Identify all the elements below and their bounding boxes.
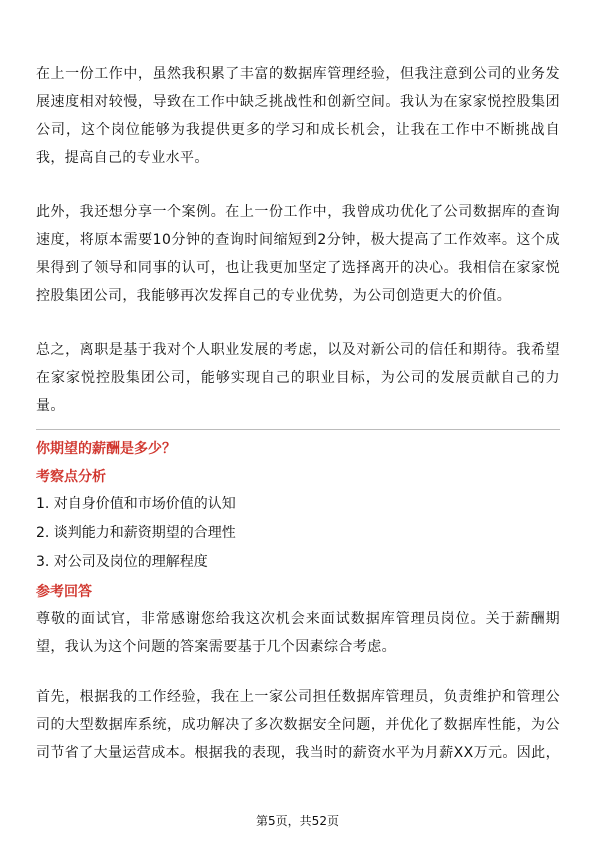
answer-heading: 参考回答	[36, 584, 92, 600]
paragraph-conclusion: 总之，离职是基于我对个人职业发展的考虑，以及对新公司的信任和期待。我希望在家家悦控股集团公司，能够实现自己的职业目标，为公司的发展贡献自己的力量。	[36, 342, 560, 414]
answer-paragraph: 尊敬的面试官，非常感谢您给我这次机会来面试数据库管理员岗位。关于薪酬期望，我认为这个问题的答案需要基于几个因素综合考虑。	[36, 611, 560, 655]
section-divider	[36, 429, 560, 430]
paragraph-career-growth: 在上一份工作中，虽然我积累了丰富的数据库管理经验，但我注意到公司的业务发展速度相对较慢，导致在工作中缺乏挑战性和创新空间。我认为在家家悦控股集团公司，这个岗位能够为我提供更多的学习和成长机会，让我在工作中不断挑战自我，提高自己的专业水平。	[36, 66, 560, 166]
analysis-item: 2. 谈判能力和薪资期望的合理性	[36, 525, 236, 541]
paragraph-case-study: 此外，我还想分享一个案例。在上一份工作中，我曾成功优化了公司数据库的查询速度，将原本需要10分钟的查询时间缩短到2分钟，极大提高了工作效率。这个成果得到了领导和同事的认可，也让我更加坚定了选择离开的决心。我相信在家家悦控股集团公司，我能够再次发挥自己的专业优势，为公司创造更大的价值。	[36, 204, 560, 304]
analysis-item: 3. 对公司及岗位的理解程度	[36, 554, 208, 570]
analysis-item: 1. 对自身价值和市场价值的认知	[36, 496, 236, 512]
page-number: 第5页，共52页	[256, 814, 339, 828]
analysis-heading: 考察点分析	[36, 469, 106, 485]
question-title: 你期望的薪酬是多少？	[36, 441, 176, 457]
answer-paragraph: 首先，根据我的工作经验，我在上一家公司担任数据库管理员，负责维护和管理公司的大型数据库系统，成功解决了多次数据安全问题，并优化了数据库性能，为公司节省了大量运营成本。根据我的表现，我当时的薪资水平为月薪XX万元。因此，	[36, 689, 560, 761]
page-content	[36, 60, 560, 767]
